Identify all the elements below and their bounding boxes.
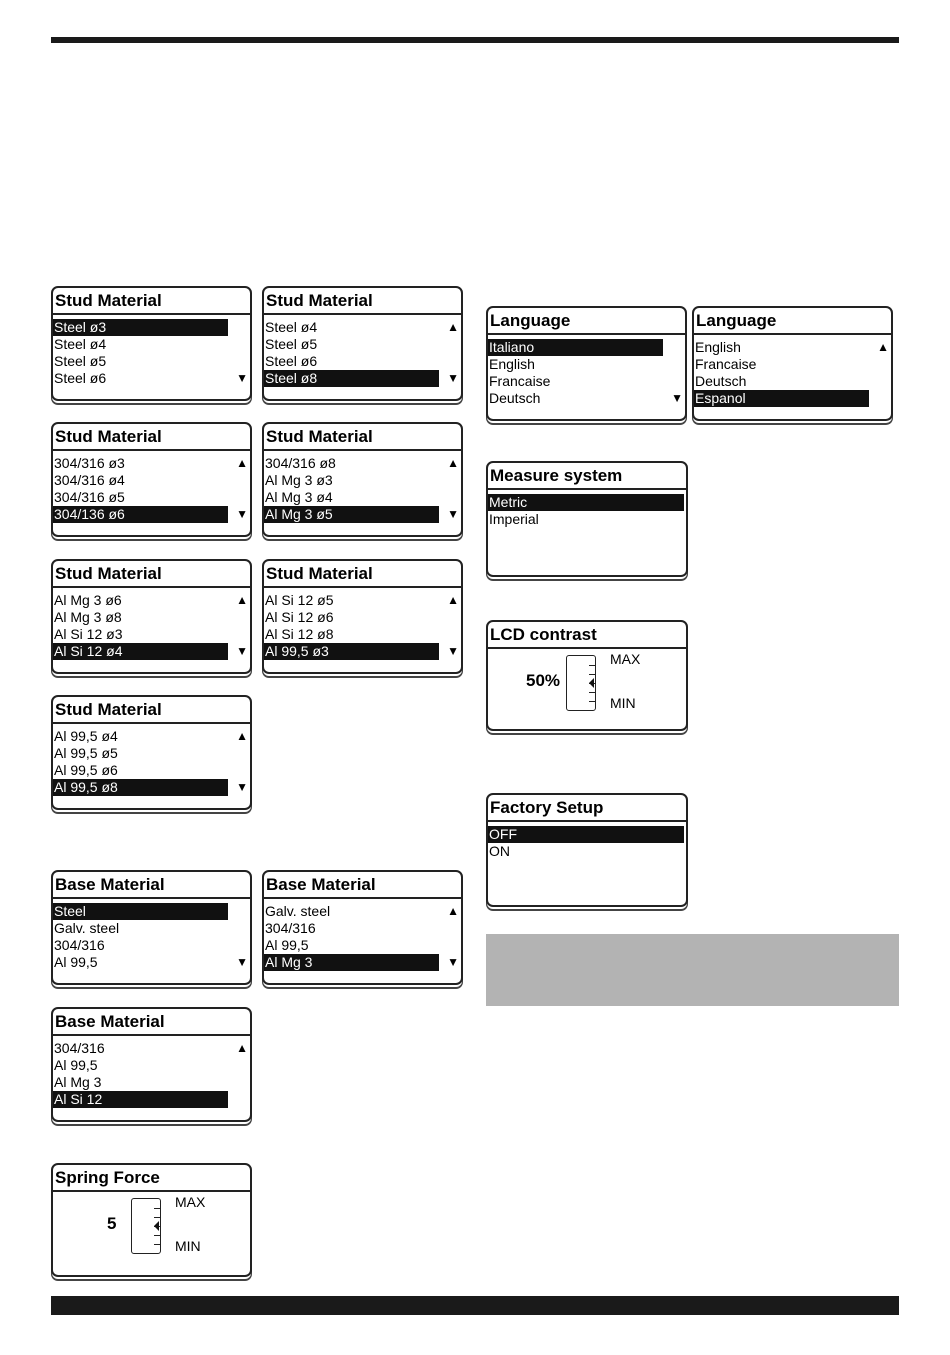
menu-item[interactable]: Imperial xyxy=(489,511,539,527)
gauge-tick xyxy=(154,1244,160,1245)
menu-list xyxy=(488,339,685,407)
level-gauge xyxy=(488,649,686,729)
scroll-up-arrow-icon[interactable]: ▲ xyxy=(877,340,889,354)
language-1-screen xyxy=(486,306,687,421)
scroll-down-arrow-icon[interactable]: ▼ xyxy=(236,780,248,794)
screen-title: Spring Force xyxy=(53,1165,250,1192)
base-2-screen xyxy=(262,870,463,985)
menu-list xyxy=(53,903,250,971)
screen-title: Language xyxy=(694,308,891,335)
menu-item[interactable]: Al 99,5 xyxy=(54,954,98,970)
scroll-down-arrow-icon[interactable]: ▼ xyxy=(447,371,459,385)
gauge-pointer-icon[interactable] xyxy=(589,678,594,688)
screen-title: Base Material xyxy=(264,872,461,899)
menu-list xyxy=(488,494,686,528)
menu-item[interactable]: Al Si 12 ø6 xyxy=(265,609,334,625)
menu-item[interactable]: Al 99,5 ø5 xyxy=(54,745,118,761)
level-gauge xyxy=(53,1192,250,1272)
menu-item[interactable]: Deutsch xyxy=(489,390,541,406)
menu-item[interactable]: 304/316 xyxy=(265,920,316,936)
menu-item[interactable]: Steel ø4 xyxy=(54,336,107,352)
menu-list xyxy=(264,455,461,523)
menu-item[interactable]: Al Mg 3 ø6 xyxy=(54,592,122,608)
menu-item[interactable]: Al Si 12 ø3 xyxy=(54,626,123,642)
menu-item-selected[interactable]: OFF xyxy=(488,826,684,843)
menu-item-selected[interactable]: Espanol xyxy=(694,390,869,407)
gauge-tick xyxy=(589,674,595,675)
menu-item[interactable]: Al Mg 3 ø3 xyxy=(265,472,333,488)
menu-item[interactable]: Al Mg 3 ø4 xyxy=(265,489,333,505)
menu-item[interactable]: Francaise xyxy=(695,356,757,372)
stud-4-screen xyxy=(262,422,463,537)
menu-item-selected[interactable]: Steel xyxy=(53,903,228,920)
scroll-up-arrow-icon[interactable]: ▲ xyxy=(447,456,459,470)
menu-item-selected[interactable]: Steel ø8 xyxy=(264,370,439,387)
gauge-tick xyxy=(589,665,595,666)
scroll-down-arrow-icon[interactable]: ▼ xyxy=(447,507,459,521)
menu-item-selected[interactable]: Al 99,5 ø8 xyxy=(53,779,228,796)
screen-title: LCD contrast xyxy=(488,622,686,649)
screen-title: Stud Material xyxy=(264,424,461,451)
menu-item[interactable]: English xyxy=(489,356,535,372)
menu-item[interactable]: Al Mg 3 ø8 xyxy=(54,609,122,625)
menu-item-selected[interactable]: Steel ø3 xyxy=(53,319,228,336)
menu-list xyxy=(264,319,461,387)
screen-title: Stud Material xyxy=(53,288,250,315)
menu-list xyxy=(53,1040,250,1108)
menu-item-selected[interactable]: 304/136 ø6 xyxy=(53,506,228,523)
menu-item[interactable]: Al Si 12 ø5 xyxy=(265,592,334,608)
menu-item-selected[interactable]: Al Mg 3 ø5 xyxy=(264,506,439,523)
menu-item[interactable]: Steel ø5 xyxy=(54,353,107,369)
gauge-tick xyxy=(154,1235,160,1236)
menu-item[interactable]: Al 99,5 xyxy=(54,1057,98,1073)
screen-title: Base Material xyxy=(53,872,250,899)
language-2-screen xyxy=(692,306,893,421)
screen-title: Stud Material xyxy=(264,288,461,315)
scroll-up-arrow-icon[interactable]: ▲ xyxy=(236,729,248,743)
scroll-down-arrow-icon[interactable]: ▼ xyxy=(236,644,248,658)
menu-item[interactable]: Steel ø6 xyxy=(265,353,318,369)
menu-list xyxy=(264,592,461,660)
gauge-max-label: MAX xyxy=(175,1194,206,1210)
gray-note-box xyxy=(486,934,899,1006)
scroll-up-arrow-icon[interactable]: ▲ xyxy=(447,593,459,607)
scroll-down-arrow-icon[interactable]: ▼ xyxy=(447,644,459,658)
menu-item[interactable]: ON xyxy=(489,843,510,859)
gauge-tick xyxy=(589,701,595,702)
gauge-tick xyxy=(589,692,595,693)
gauge-pointer-icon[interactable] xyxy=(154,1221,159,1231)
stud-7-screen xyxy=(51,695,252,810)
menu-list xyxy=(53,728,250,796)
menu-item[interactable]: 304/316 ø5 xyxy=(54,489,125,505)
gauge-min-label: MIN xyxy=(175,1238,201,1254)
lcd-contrast-screen xyxy=(486,620,688,731)
menu-item[interactable]: Galv. steel xyxy=(265,903,331,919)
menu-item[interactable]: 304/316 xyxy=(54,937,105,953)
top-rule xyxy=(51,37,899,43)
bottom-rule xyxy=(51,1296,899,1315)
screen-title: Measure system xyxy=(488,463,686,490)
menu-item[interactable]: Deutsch xyxy=(695,373,747,389)
scroll-down-arrow-icon[interactable]: ▼ xyxy=(236,507,248,521)
gauge-value: 50% xyxy=(526,671,561,690)
menu-item[interactable]: Al Si 12 ø8 xyxy=(265,626,334,642)
menu-item[interactable]: Galv. steel xyxy=(54,920,120,936)
menu-item-selected[interactable]: Al 99,5 ø3 xyxy=(264,643,439,660)
menu-item-selected[interactable]: Italiano xyxy=(488,339,663,356)
menu-item[interactable]: Al 99,5 ø4 xyxy=(54,728,118,744)
menu-item[interactable]: Al 99,5 ø6 xyxy=(54,762,118,778)
screen-title: Stud Material xyxy=(53,697,250,724)
menu-list xyxy=(488,826,686,860)
screen-title: Stud Material xyxy=(264,561,461,588)
base-1-screen xyxy=(51,870,252,985)
menu-item-selected[interactable]: Al Si 12 ø4 xyxy=(53,643,228,660)
menu-list xyxy=(53,319,250,387)
menu-list xyxy=(264,903,461,971)
scroll-down-arrow-icon[interactable]: ▼ xyxy=(236,955,248,969)
menu-item[interactable]: 304/316 ø4 xyxy=(54,472,125,488)
factory-setup-screen xyxy=(486,793,688,907)
menu-item[interactable]: Al 99,5 xyxy=(265,937,309,953)
menu-item[interactable]: Steel ø5 xyxy=(265,336,318,352)
scroll-up-arrow-icon[interactable]: ▲ xyxy=(236,456,248,470)
menu-item-selected[interactable]: Al Si 12 xyxy=(53,1091,228,1108)
screen-title: Language xyxy=(488,308,685,335)
menu-item[interactable]: Steel ø6 xyxy=(54,370,107,386)
menu-item[interactable]: Steel ø4 xyxy=(265,319,318,335)
stud-5-screen xyxy=(51,559,252,674)
gauge-tick xyxy=(154,1217,160,1218)
stud-1-screen xyxy=(51,286,252,401)
gauge-min-label: MIN xyxy=(610,695,636,711)
spring-force-screen xyxy=(51,1163,252,1277)
scroll-up-arrow-icon[interactable]: ▲ xyxy=(447,904,459,918)
scroll-up-arrow-icon[interactable]: ▲ xyxy=(236,1041,248,1055)
base-3-screen xyxy=(51,1007,252,1122)
menu-item[interactable]: Al Mg 3 xyxy=(54,1074,102,1090)
screen-title: Stud Material xyxy=(53,561,250,588)
menu-item[interactable]: 304/316 ø3 xyxy=(54,455,125,471)
stud-3-screen xyxy=(51,422,252,537)
menu-item-selected[interactable]: Al Mg 3 xyxy=(264,954,439,971)
menu-item[interactable]: 304/316 ø8 xyxy=(265,455,336,471)
scroll-down-arrow-icon[interactable]: ▼ xyxy=(236,371,248,385)
menu-list xyxy=(694,339,891,407)
menu-item[interactable]: Francaise xyxy=(489,373,551,389)
menu-list xyxy=(53,592,250,660)
screen-title: Base Material xyxy=(53,1009,250,1036)
gauge-value: 5 xyxy=(107,1214,117,1233)
gauge-tick xyxy=(154,1208,160,1209)
measure-system-screen xyxy=(486,461,688,577)
screen-title: Stud Material xyxy=(53,424,250,451)
scroll-down-arrow-icon[interactable]: ▼ xyxy=(671,391,683,405)
menu-item[interactable]: English xyxy=(695,339,741,355)
menu-item[interactable]: 304/316 xyxy=(54,1040,105,1056)
scroll-up-arrow-icon[interactable]: ▲ xyxy=(236,593,248,607)
screen-title: Factory Setup xyxy=(488,795,686,822)
menu-list xyxy=(53,455,250,523)
scroll-down-arrow-icon[interactable]: ▼ xyxy=(447,955,459,969)
gauge-max-label: MAX xyxy=(610,651,641,667)
stud-6-screen xyxy=(262,559,463,674)
stud-2-screen xyxy=(262,286,463,401)
scroll-up-arrow-icon[interactable]: ▲ xyxy=(447,320,459,334)
menu-item-selected[interactable]: Metric xyxy=(488,494,684,511)
